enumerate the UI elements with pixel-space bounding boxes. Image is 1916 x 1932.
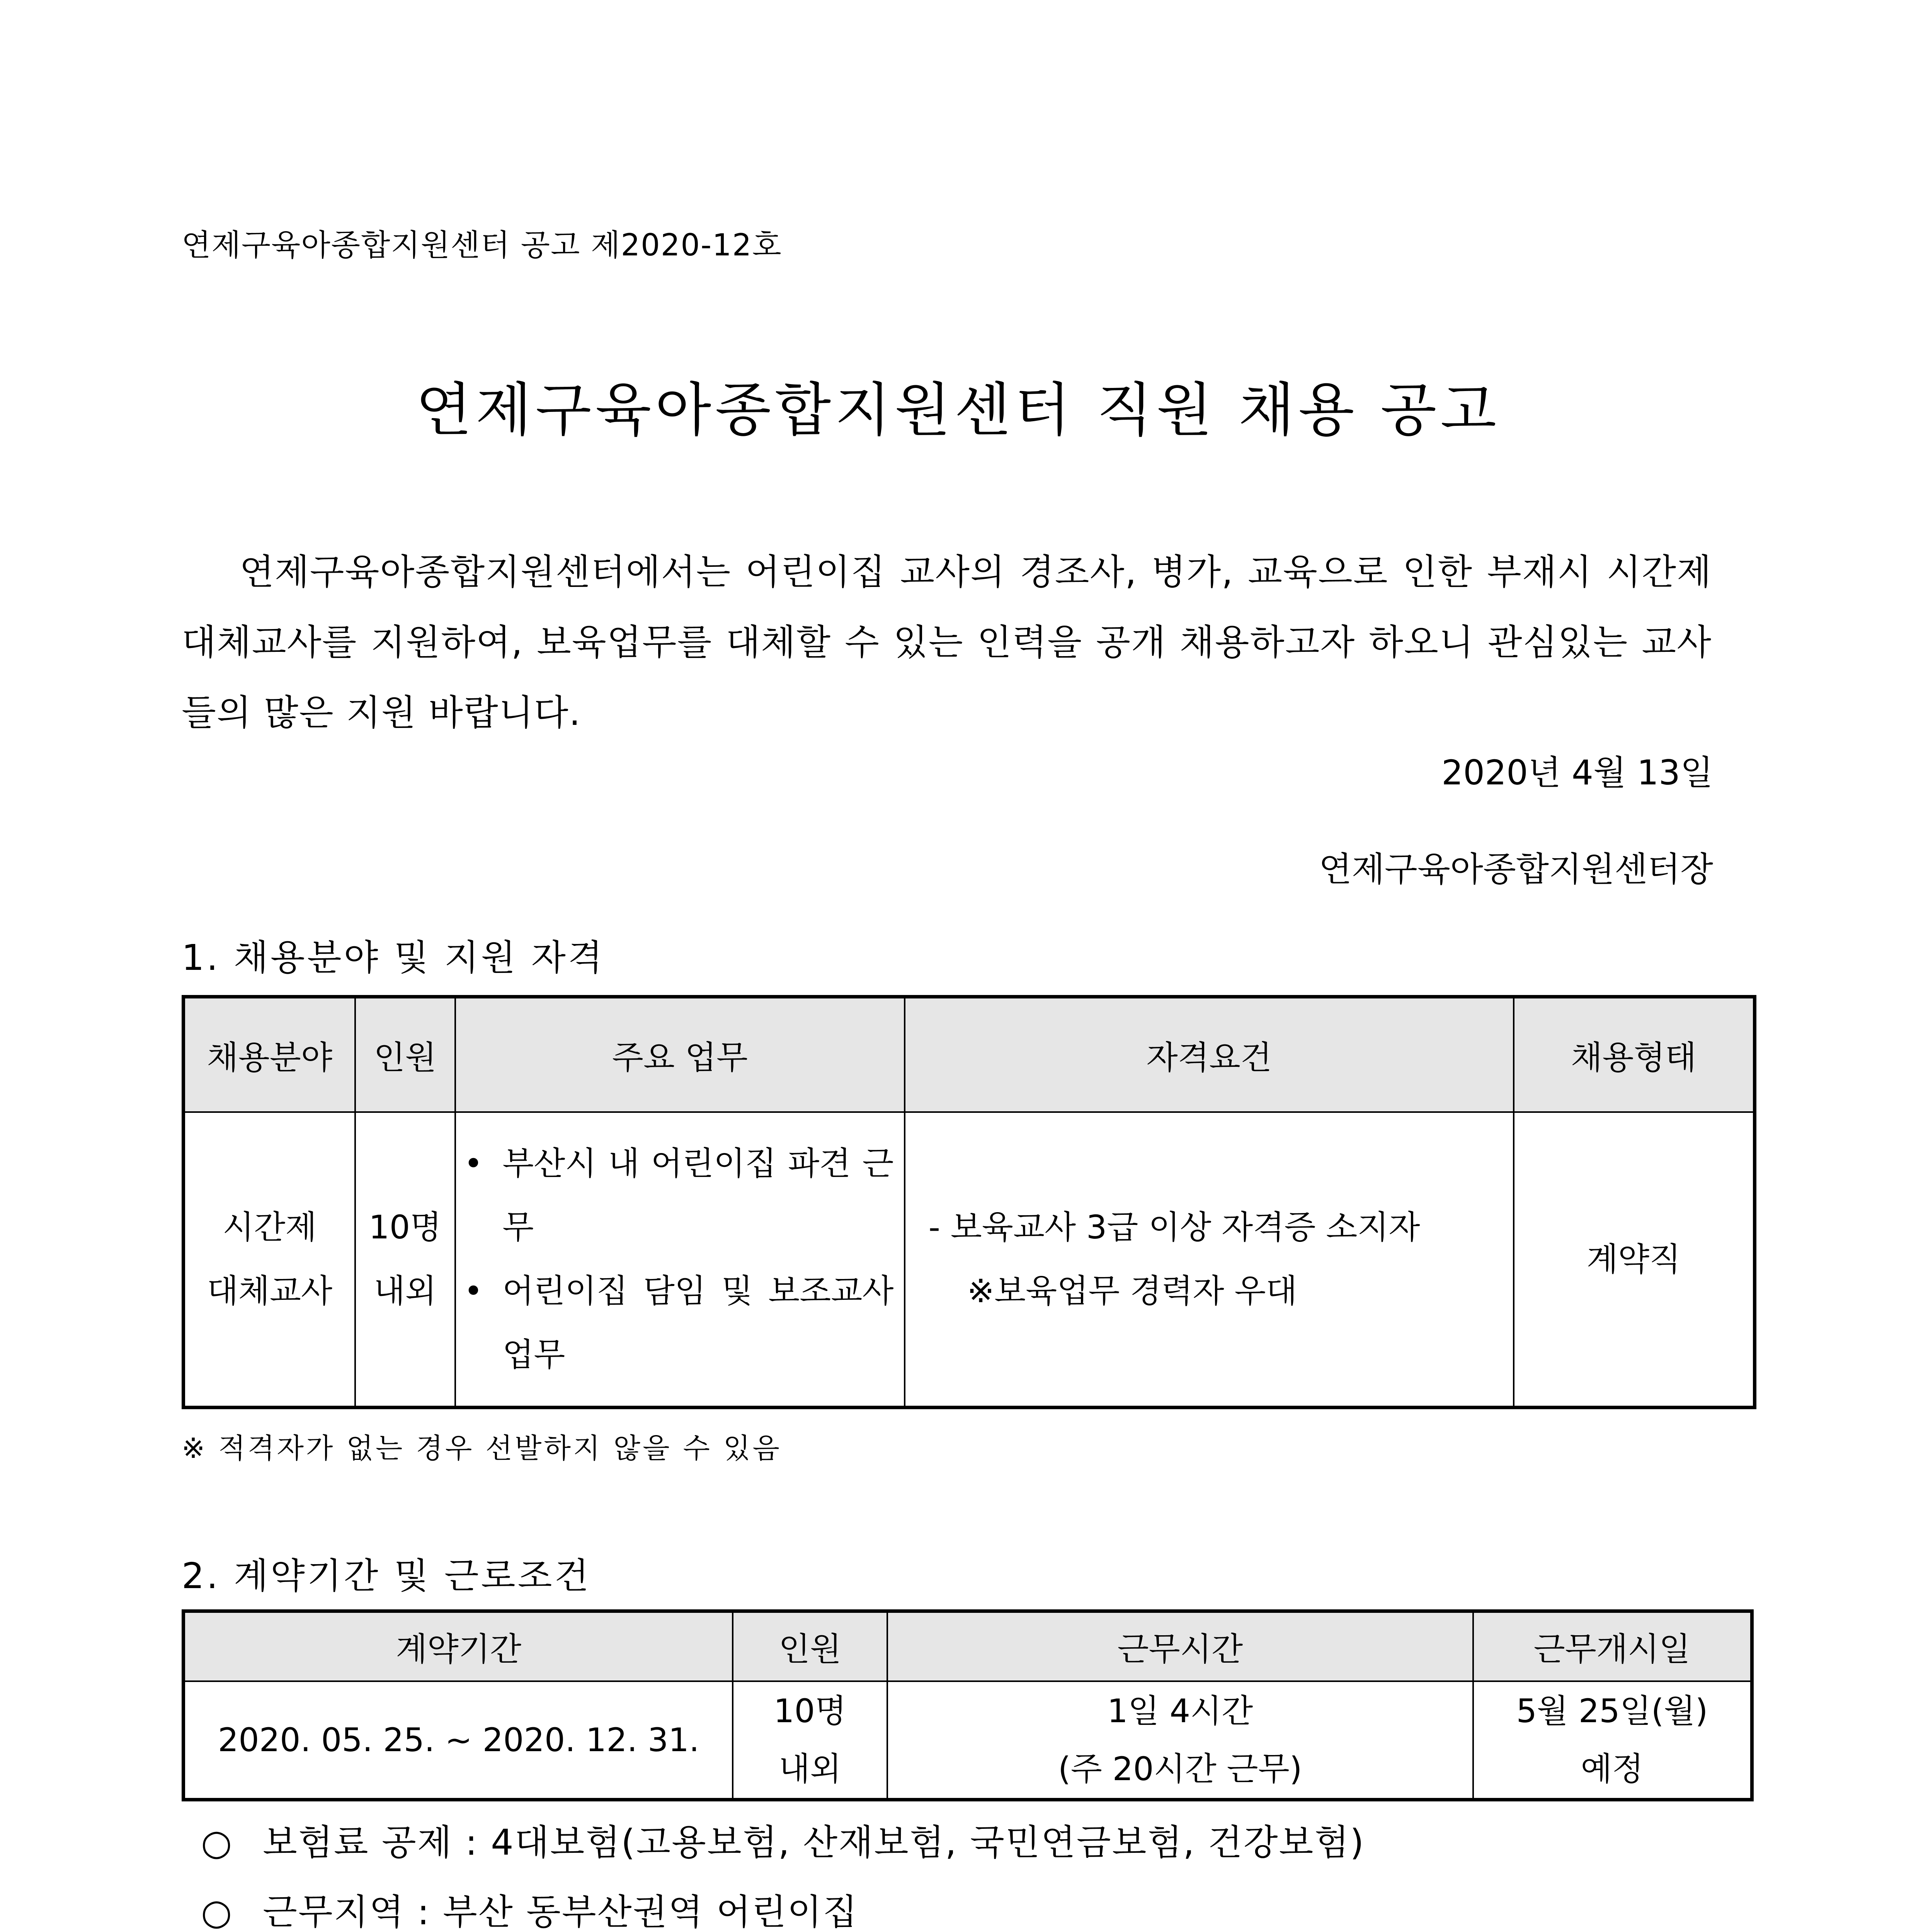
section-1-heading: 1. 채용분야 및 지원 자격	[182, 937, 605, 978]
circle-bullet-icon: ○	[201, 1822, 233, 1863]
column-header: 근무개시일	[1473, 1611, 1752, 1682]
duty-item: • 어린이집 담임 및 보조교사 업무	[464, 1259, 893, 1387]
document-number: 연제구육아종합지원센터 공고 제2020-12호	[182, 228, 782, 263]
circle-bullet-icon: ○	[201, 1891, 233, 1932]
recruitment-table	[182, 995, 1756, 1409]
duty-item: • 부산시 내 어린이집 파견 근무	[464, 1132, 893, 1259]
intro-paragraph: 연제구육아종합지원센터에서는 어린이집 교사의 경조사, 병가, 교육으로 인한 부재시 시간제대체교사를 지원하여, 보육업무를 대체할 수 있는 인력을 공개 채용하고자 하오니 관심있는 교사들의 많은 지원 바랍니다.	[182, 551, 1712, 733]
count-cell: 10명 내외	[355, 1112, 456, 1408]
table-note: ※ 적격자가 없는 경우 선발하지 않을 수 있음	[182, 1432, 782, 1464]
announcement-date: 2020년 4월 13일	[1441, 753, 1713, 793]
contract-table	[182, 1609, 1754, 1801]
start-date-cell: 5월 25일(월) 예정	[1473, 1681, 1752, 1800]
qualification-cell: - 보육교사 3급 이상 자격증 소지자 ※보육업무 경력자 우대	[905, 1112, 1514, 1408]
employment-type-cell: 계약직	[1514, 1112, 1755, 1408]
table-row	[184, 1681, 1752, 1800]
table-header-row	[184, 997, 1755, 1112]
table-row	[184, 1112, 1755, 1408]
column-header: 자격요건	[905, 997, 1514, 1112]
condition-item: ○ 근무지역 : 부산 동부산권역 어린이집	[201, 1891, 859, 1932]
duties-cell	[455, 1112, 904, 1408]
count-cell: 10명 내외	[733, 1681, 887, 1800]
column-header: 채용형태	[1514, 997, 1755, 1112]
column-header: 근무시간	[887, 1611, 1473, 1682]
column-header: 주요 업무	[455, 997, 904, 1112]
page-title: 연제구육아종합지원센터 직원 채용 공고	[415, 377, 1501, 444]
signer: 연제구육아종합지원센터장	[1319, 849, 1713, 889]
column-header: 인원	[355, 997, 456, 1112]
field-cell: 시간제 대체교사	[184, 1112, 355, 1408]
column-header: 채용분야	[184, 997, 355, 1112]
bullet-icon: •	[464, 1272, 483, 1310]
column-header: 계약기간	[184, 1611, 733, 1682]
section-2-heading: 2. 계약기간 및 근로조건	[182, 1555, 591, 1597]
period-cell: 2020. 05. 25. ~ 2020. 12. 31.	[184, 1681, 733, 1800]
bullet-icon: •	[464, 1145, 483, 1182]
condition-item: ○ 보험료 공제 : 4대보험(고용보험, 산재보험, 국민연금보험, 건강보험)	[201, 1822, 1365, 1863]
table-header-row	[184, 1611, 1752, 1682]
hours-cell: 1일 4시간 (주 20시간 근무)	[887, 1681, 1473, 1800]
column-header: 인원	[733, 1611, 887, 1682]
